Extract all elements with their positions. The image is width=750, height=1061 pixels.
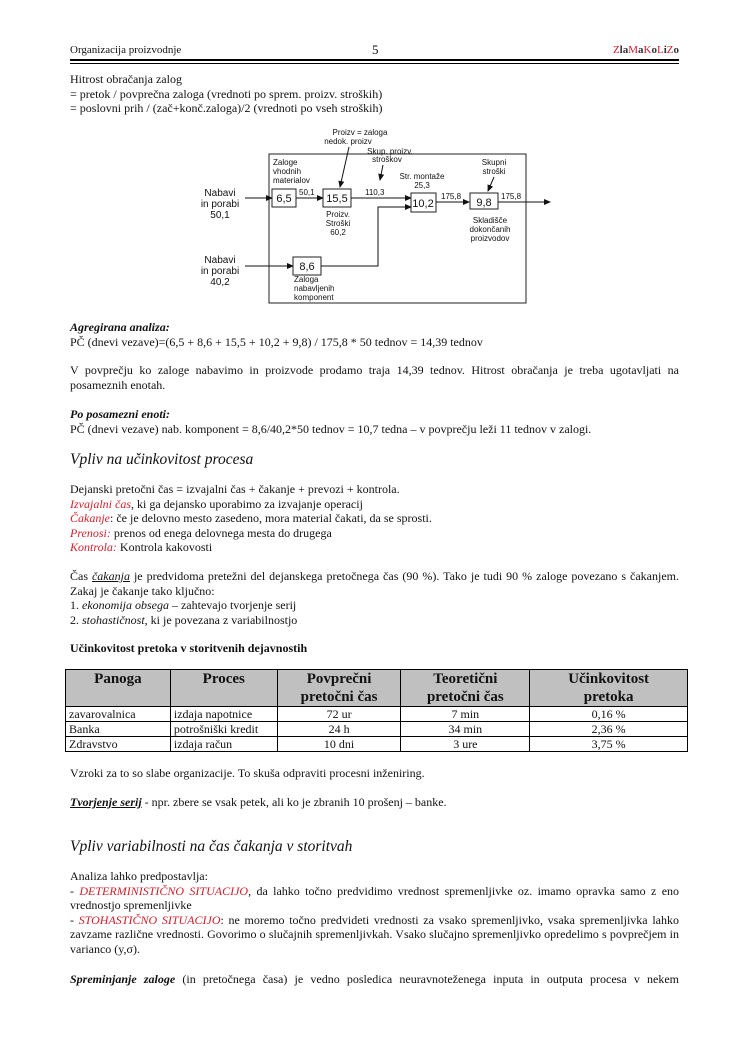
table-cell: 3,75 % bbox=[530, 737, 688, 752]
definition-item bbox=[70, 497, 679, 512]
table-cell: 3 ure bbox=[401, 737, 530, 752]
table-cell: Zdravstvo bbox=[66, 737, 171, 752]
deterministic-text: , da lahko točno predvidimo vrednost spremenljivke oz. imamo opravka samo z eno vrednostjo spremenljivke bbox=[70, 883, 680, 912]
flow-value: 50,1 bbox=[299, 188, 315, 197]
list-item bbox=[70, 598, 679, 613]
table-header-row bbox=[66, 670, 688, 707]
section1-definitions bbox=[70, 482, 679, 555]
definition-term: Prenosi: bbox=[70, 525, 111, 540]
definition-item bbox=[70, 526, 679, 541]
components-label: komponent bbox=[294, 293, 334, 302]
per-unit-title: Po posamezni enoti: bbox=[70, 407, 171, 421]
input1-line: 50,1 bbox=[210, 210, 230, 221]
dash: - bbox=[70, 912, 79, 927]
section1-heading: Vpliv na učinkovitost procesa bbox=[70, 451, 254, 468]
input2-line: Nabavi bbox=[204, 255, 236, 266]
table-cell: 2,36 % bbox=[530, 722, 688, 737]
list-text: – zahtevajo tvorjenje serij bbox=[168, 598, 297, 612]
logo-part: o bbox=[651, 44, 657, 56]
table-cell: 7 min bbox=[401, 707, 530, 722]
aggregate-formula: PČ (dnevi vezave)=(6,5 + 8,6 + 15,5 + 10,2 + 9,8) / 175,8 * 50 tednov = 14,39 tednov bbox=[70, 334, 483, 349]
components-label: Zaloga bbox=[294, 275, 319, 284]
materials-label: vhodnih bbox=[273, 167, 302, 176]
flow-efficiency-table bbox=[65, 669, 688, 752]
aggregate-title: Agregirana analiza: bbox=[70, 320, 170, 334]
inventory-change-term: Spreminjanje zaloge bbox=[70, 972, 176, 986]
components-label: nabavljenih bbox=[294, 284, 335, 293]
table-header-cell: Proces bbox=[170, 670, 277, 707]
inventory-flow-diagram bbox=[190, 125, 560, 310]
logo-part: o bbox=[673, 44, 679, 56]
definition-text: prenos od enega delovnega mesta do drugega bbox=[110, 525, 332, 540]
inventory-change-rest: (in pretočnega časa) je vedno posledica neuravnoteženega inputa in outputa procesa v nekem bbox=[175, 972, 680, 986]
aggregate-analysis bbox=[70, 320, 679, 349]
page-number: 5 bbox=[372, 42, 379, 57]
list-number: 2. bbox=[70, 612, 82, 627]
logo-part: K bbox=[643, 44, 652, 56]
section2-heading: Vpliv variabilnosti na čas čakanja v storitvah bbox=[70, 838, 353, 855]
table-row bbox=[66, 707, 688, 722]
stochastic-term: STOHASTIČNO SITUACIJO bbox=[78, 912, 221, 927]
intro-line: = pretok / povprečna zaloga (vrednoti po sprem. proizv. stroških) bbox=[70, 86, 383, 101]
wip-label: Proizv. bbox=[326, 210, 350, 219]
note-arrow bbox=[380, 165, 383, 180]
note-arrow bbox=[340, 147, 349, 187]
stochastic-text: : ne moremo točno predvideti vrednosti za vsako spremenljivko, vsaka spremenljivka lahko zavzame različne vrednosti. Govorimo o slučajnih spremenljivkah. Vsako slučajno spremenljivko opredelimo s povprečjem in varianco (y,σ). bbox=[70, 912, 679, 956]
table-cell: zavarovalnica bbox=[66, 707, 171, 722]
definition-text: Kontrola kakovosti bbox=[116, 540, 213, 554]
table-header-cell: Povprečni pretočni čas bbox=[277, 670, 401, 707]
input2-line: 40,2 bbox=[210, 277, 230, 288]
table-cell: 24 h bbox=[277, 722, 401, 737]
text-run: Čas bbox=[70, 569, 92, 583]
flow-value: 110,3 bbox=[365, 188, 385, 197]
table-cell: potrošniški kredit bbox=[170, 722, 277, 737]
header-logo bbox=[613, 44, 679, 56]
finished-label: Skladišče bbox=[472, 216, 508, 225]
table-title: Učinkovitost pretoka v storitvenih dejavnostih bbox=[70, 641, 308, 655]
per-unit-formula: PČ (dnevi vezave) nab. komponent = 8,6/40,2*50 tednov = 10,7 tedna – v povprečju leži 11 tednov v zalogi. bbox=[70, 421, 592, 436]
causes-line: Vzroki za to so slabe organizacije. To skuša odpraviti procesni inženiring. bbox=[70, 766, 425, 780]
logo-part: la bbox=[619, 44, 629, 56]
intro-block bbox=[70, 72, 679, 116]
definition-term: Čakanje bbox=[70, 511, 110, 525]
per-unit-analysis bbox=[70, 407, 679, 436]
section2-body bbox=[70, 869, 679, 956]
table-row bbox=[66, 737, 688, 752]
table-title-block bbox=[70, 641, 679, 656]
table-cell: 10 dni bbox=[277, 737, 401, 752]
table-header-cell: Učinkovitost pretoka bbox=[530, 670, 688, 707]
materials-label: materialov bbox=[273, 176, 310, 185]
batching-text bbox=[70, 795, 679, 810]
input1-line: Nabavi bbox=[204, 188, 236, 199]
definition-text: : če je delovno mesto zasedeno, mora material čakati, da se sprosti. bbox=[110, 511, 432, 525]
waiting-text bbox=[70, 569, 679, 598]
list-term: stohastičnost bbox=[82, 612, 145, 627]
inventory-change-text bbox=[70, 972, 679, 987]
assumptions-intro: Analiza lahko predpostavlja: bbox=[70, 869, 208, 883]
finished-value: 9,8 bbox=[476, 197, 492, 209]
emphasis: čakanja bbox=[91, 569, 130, 583]
wip-note: nedok. proizv bbox=[324, 137, 372, 146]
table-cell: Banka bbox=[66, 722, 171, 737]
section-heading bbox=[70, 838, 679, 856]
cost-note: Skup. proizv. bbox=[367, 147, 413, 156]
batching-term: Tvorjenje serij bbox=[70, 795, 142, 809]
text-run: je predvidoma pretežni del dejanskega pretočnega čas (90 %). Tako je tudi 90 % zaloge povezano s čakanjem. Zakaj je čakanje tako ključno: bbox=[70, 569, 679, 598]
cost-note: stroškov bbox=[372, 155, 402, 164]
inventory-change-paragraph bbox=[70, 972, 679, 987]
batching-line bbox=[70, 795, 679, 810]
waiting-paragraph bbox=[70, 569, 679, 627]
flow-value: 175,8 bbox=[441, 192, 462, 201]
list-text: , ki je povezana z variabilnostjo bbox=[144, 612, 298, 627]
definition-item bbox=[70, 511, 679, 526]
header-title: Organizacija proizvodnje bbox=[70, 44, 182, 56]
assembly-label: Str. montaže bbox=[399, 172, 445, 181]
wip-label: Stroški bbox=[325, 219, 351, 228]
table-header-cell: Panoga bbox=[66, 670, 171, 707]
logo-part: L bbox=[656, 44, 664, 56]
after-table-text bbox=[70, 766, 679, 781]
table-row bbox=[66, 722, 688, 737]
definition-text: , ki ga dejansko uporabimo za izvajanje operacij bbox=[131, 496, 363, 511]
table-cell: izdaja napotnice bbox=[170, 707, 277, 722]
wip-value: 15,5 bbox=[326, 193, 348, 205]
header-rule-thick bbox=[70, 59, 679, 61]
list-term: ekonomija obsega bbox=[82, 598, 169, 612]
materials-label: Zaloge bbox=[273, 158, 298, 167]
definition-term: Izvajalni čas bbox=[70, 496, 131, 511]
dash: - bbox=[70, 883, 80, 898]
wip-label: 60,2 bbox=[330, 228, 346, 237]
table-header-cell: Teoretični pretočni čas bbox=[401, 670, 530, 707]
finished-label: dokončanih bbox=[469, 225, 511, 234]
finished-note: stroški bbox=[482, 167, 506, 176]
input1-line: in porabi bbox=[200, 199, 240, 210]
intro-line: Hitrost obračanja zalog bbox=[70, 72, 182, 86]
table-cell: 72 ur bbox=[277, 707, 401, 722]
table-cell: 34 min bbox=[401, 722, 530, 737]
intro-line: = poslovni prih / (zač+konč.zaloga)/2 (vrednoti po vseh stroških) bbox=[70, 101, 383, 115]
assembly-value: 10,2 bbox=[412, 198, 434, 210]
materials-value: 6,5 bbox=[276, 193, 292, 205]
flow-value: 175,8 bbox=[501, 192, 522, 201]
aggregate-paragraph bbox=[70, 363, 679, 392]
batching-rest: - npr. zbere se vsak petek, ali ko je zbranih 10 prošenj – banke. bbox=[141, 795, 447, 809]
section-heading bbox=[70, 451, 679, 469]
header-rule-thin bbox=[70, 63, 679, 64]
list-number: 1. bbox=[70, 598, 82, 612]
deterministic-term: DETERMINISTIČNO SITUACIJO bbox=[79, 883, 249, 898]
input2-line: in porabi bbox=[200, 266, 240, 277]
table-cell: 0,16 % bbox=[530, 707, 688, 722]
logo-part: a bbox=[638, 44, 644, 56]
logo-part: M bbox=[628, 44, 639, 56]
logo-part: i bbox=[663, 44, 667, 56]
stochastic-item bbox=[70, 913, 679, 957]
table-cell: izdaja račun bbox=[170, 737, 277, 752]
aggregate-text: V povprečju ko zaloge nabavimo in proizvode prodamo traja 14,39 tednov. Hitrost obračanja je treba ugotavljati na posameznih enotah. bbox=[70, 363, 679, 392]
list-item bbox=[70, 613, 679, 628]
assembly-label: 25,3 bbox=[414, 181, 430, 190]
logo-part: Z bbox=[666, 44, 674, 56]
finished-label: proizvodov bbox=[470, 234, 510, 243]
definition-line: Dejanski pretočni čas = izvajalni čas + čakanje + prevozi + kontrola. bbox=[70, 482, 400, 496]
definition-term: Kontrola: bbox=[70, 540, 117, 554]
wip-note: Proizv = zaloga bbox=[332, 128, 388, 137]
logo-part: Z bbox=[612, 44, 620, 56]
components-value: 8,6 bbox=[299, 261, 315, 273]
note-arrow bbox=[488, 177, 494, 191]
definition-item bbox=[70, 540, 679, 555]
finished-note: Skupni bbox=[481, 158, 507, 167]
deterministic-item bbox=[70, 884, 679, 913]
